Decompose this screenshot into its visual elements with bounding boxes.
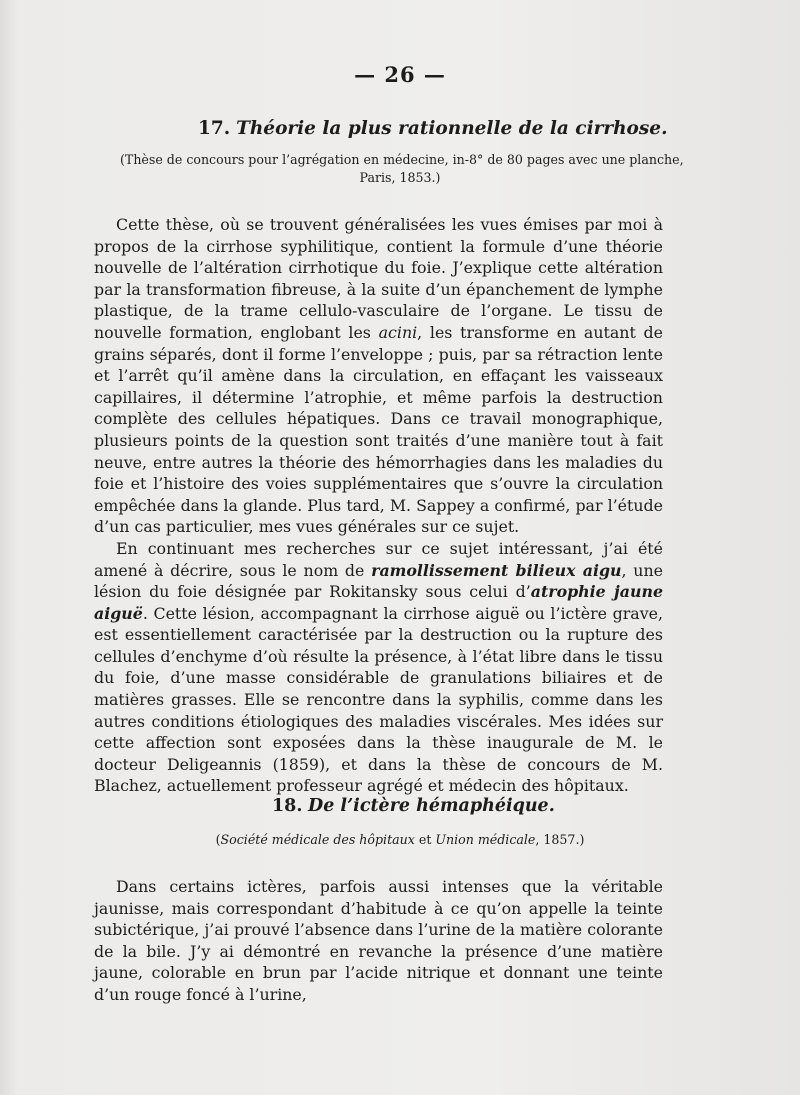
src-societe: Société médicale des hôpitaux (220, 832, 415, 847)
section-18-title: De l’ictère hémaphéique. (308, 796, 555, 816)
section-17-number: 17. (198, 118, 231, 139)
src-open: ( (215, 832, 221, 847)
p2-part-b: , une lésion du foie désignée par Rokitansky sous celui d’ (94, 560, 663, 602)
section-18-paragraph-1: Dans certains ictères, parfois aussi intenses que la véritable jaunisse, mais correspondant d’habitude à ce qu’on appelle la teinte subictérique, j’ai prouvé l’absence dans l’urine de la matière colorante de la bile. J’y ai démontré en revanche la présence d’une matière jaune, colorable en brun par l’acide nitrique et donnant une teinte d’un rouge foncé à l’urine, (94, 877, 663, 1004)
section-18-number: 18. (272, 796, 303, 816)
section-18-body (94, 876, 663, 1006)
p2-ramollissement: ramollissement bilieux aigu (371, 560, 622, 580)
p2-part-a: En continuant mes recherches sur ce sujet intéressant, j’ai été amené à décrire, sous le nom de (94, 538, 663, 580)
src-et: et (414, 832, 436, 847)
p1-part-b: , les transforme en autant de grains séparés, dont il forme l’enveloppe ; puis, par sa rétraction lente et l’arrêt qu’il amène dans la circulation, en effaçant les vaisseaux capillaires, il détermine l’atrophie, et même parfois la destruction complète des cellules hépatiques. Dans ce travail monographique, plusieurs points de la question sont traités d’une manière tout à fait neuve, entre autres la théorie des hémorrhagies dans les maladies du foie et l’histoire des voies supplémentaires que s’ouvre la circulation empêchée dans la glande. Plus tard, M. Sappey a confirmé, par l’étude d’un cas particulier, mes vues générales sur ce sujet. (94, 322, 663, 537)
section-17-title: Théorie la plus rationnelle de la cirrhose. (236, 118, 668, 139)
p1-part-a: Cette thèse, où se trouvent généralisées les vues émises par moi à propos de la cirrhose syphilitique, contient la formule d’une théorie nouvelle de l’altération cirrhotique du foie. J’explique cette altération par la transformation fibreuse, à la suite d’un épanchement de lymphe plastique, de la trame cellulo-vasculaire de l’organe. Le tissu de nouvelle formation, englobant les (94, 215, 663, 342)
p1-acini: acini (378, 322, 418, 342)
src-close: , 1857.) (535, 832, 585, 847)
section-18-source (190, 832, 610, 848)
section-18-heading (272, 796, 555, 816)
p2-part-c: . Cette lésion, accompagnant la cirrhose aiguë ou l’ictère grave, est essentiellement caractérisée par la destruction ou la rupture des cellules d’enchyme d’où résulte la présence, à l’état libre dans le tissu du foie, d’une masse considérable de granulations biliaires et de matières grasses. Elle se rencontre dans la syphilis, comme dans les autres conditions étiologiques des maladies viscérales. Mes idées sur cette affection sont exposées dans la thèse inaugurale de M. le docteur Deligeannis (1859), et dans la thèse de concours de M. Blachez, actuellement professeur agrégé et médecin des hôpitaux. (94, 603, 663, 796)
section-17-paragraph-1 (94, 214, 663, 538)
p2-atrophie: atrophie jaune aiguë (94, 582, 663, 623)
page-number: — 26 — (354, 62, 446, 87)
section-17-source-line-1: (Thèse de concours pour l’agrégation en médecine, in-8° de 80 pages avec une planche, (120, 152, 684, 167)
src-union: Union médicale (435, 832, 536, 847)
section-17-body (94, 214, 663, 797)
section-17-source-line-2: Paris, 1853.) (359, 170, 441, 185)
section-17-heading (198, 118, 718, 139)
section-17-paragraph-2 (94, 538, 663, 797)
